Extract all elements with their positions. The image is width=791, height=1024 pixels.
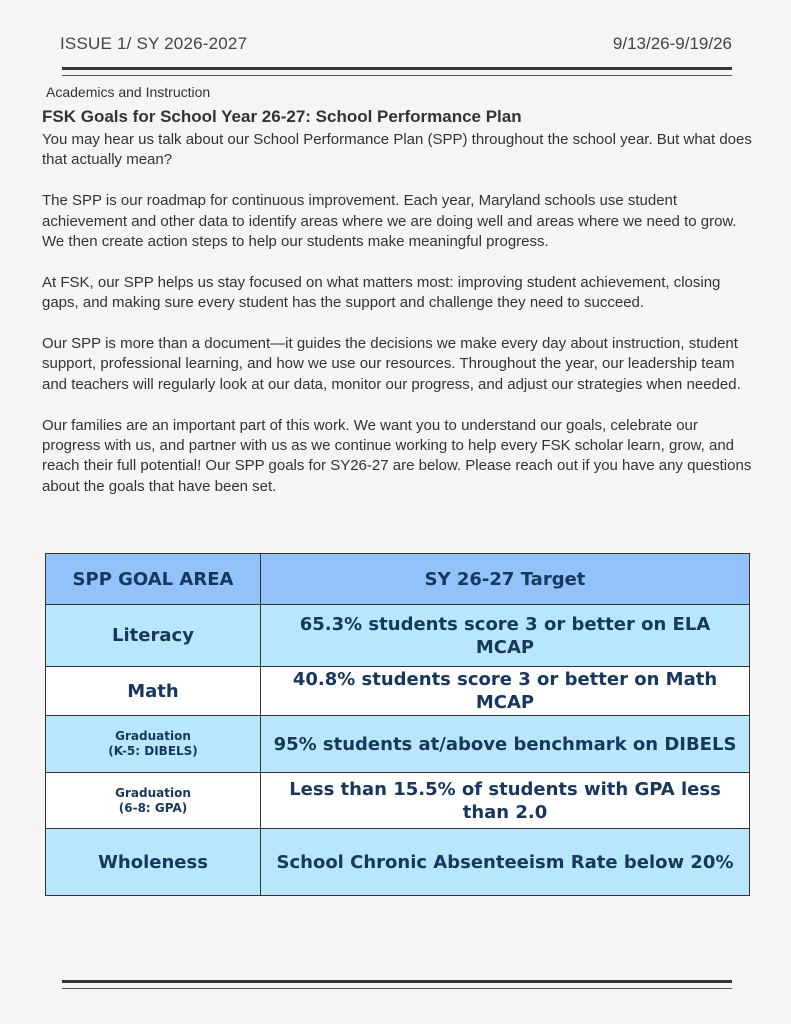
paragraph: At FSK, our SPP helps us stay focused on what matters most: improving student achievement, closing gaps, and making sure every student has the support and challenge they need to succeed. bbox=[42, 273, 721, 312]
goal-target-cell: Less than 15.5% of students with GPA less than 2.0 bbox=[261, 773, 750, 829]
date-range: 9/13/26-9/19/26 bbox=[612, 34, 732, 53]
table-row bbox=[46, 716, 750, 773]
goal-area-name: Wholeness bbox=[98, 851, 208, 873]
article-body bbox=[42, 130, 754, 518]
header-goal-area: SPP GOAL AREA bbox=[46, 554, 261, 605]
footer-rule-thin bbox=[62, 988, 732, 989]
paragraph: You may hear us talk about our School Performance Plan (SPP) throughout the school year. But what does that actually mean? bbox=[42, 131, 752, 169]
table-row bbox=[46, 667, 750, 716]
goal-target-cell: 40.8% students score 3 or better on Math MCAP bbox=[261, 667, 750, 716]
goals-table bbox=[45, 553, 750, 896]
goal-target-cell: School Chronic Absenteeism Rate below 20% bbox=[261, 829, 750, 896]
goal-area-detail: (6-8: GPA) bbox=[118, 800, 188, 815]
footer-rule-thick bbox=[62, 980, 732, 983]
goal-target-cell: 65.3% students score 3 or better on ELA MCAP bbox=[261, 605, 750, 667]
paragraph: The SPP is our roadmap for continuous improvement. Each year, Maryland schools use student achievement and other data to identify areas where we are doing well and areas where we need to grow. We then create action steps to help our students make meaningful progress. bbox=[42, 192, 737, 251]
goal-area-cell bbox=[46, 716, 261, 773]
table-row bbox=[46, 829, 750, 896]
goal-area-cell bbox=[46, 605, 261, 667]
header-target: SY 26-27 Target bbox=[261, 554, 750, 605]
paragraph: Our SPP is more than a document—it guides the decisions we make every day about instruction, student support, professional learning, and how we use our resources. Throughout the year, our leadership team and teachers will regularly look at our data, monitor our progress, and adjust our strategies when needed. bbox=[42, 335, 741, 393]
header-rule-thick bbox=[62, 67, 732, 70]
issue-label: ISSUE 1/ SY 2026-2027 bbox=[60, 34, 248, 53]
paragraph: Our families are an important part of this work. We want you to understand our goals, celebrate our progress with us, and partner with us as we continue working to help every FSK scholar learn, grow, and reach their full potential! Our SPP goals for SY26-27 are below. Please reach out if you have any questions about the goals that have been set. bbox=[42, 416, 752, 495]
goal-target-cell: 95% students at/above benchmark on DIBELS bbox=[261, 716, 750, 773]
goal-area-detail: (K-5: DIBELS) bbox=[108, 744, 198, 758]
table-header-row bbox=[46, 554, 750, 605]
section-label: Academics and Instruction bbox=[46, 84, 211, 100]
table-row bbox=[46, 605, 750, 667]
table-row bbox=[46, 773, 750, 829]
header-rule-thin bbox=[62, 75, 732, 76]
goal-area-cell bbox=[46, 829, 261, 896]
goal-area-cell bbox=[46, 773, 261, 829]
goal-area-name: Literacy bbox=[112, 625, 194, 646]
goal-area-name: Math bbox=[127, 680, 179, 702]
article-title: FSK Goals for School Year 26-27: School Performance Plan bbox=[42, 107, 522, 126]
goal-area-name: Graduation bbox=[115, 785, 191, 800]
goal-area-name: Graduation bbox=[115, 729, 191, 743]
goal-area-cell bbox=[46, 667, 261, 716]
